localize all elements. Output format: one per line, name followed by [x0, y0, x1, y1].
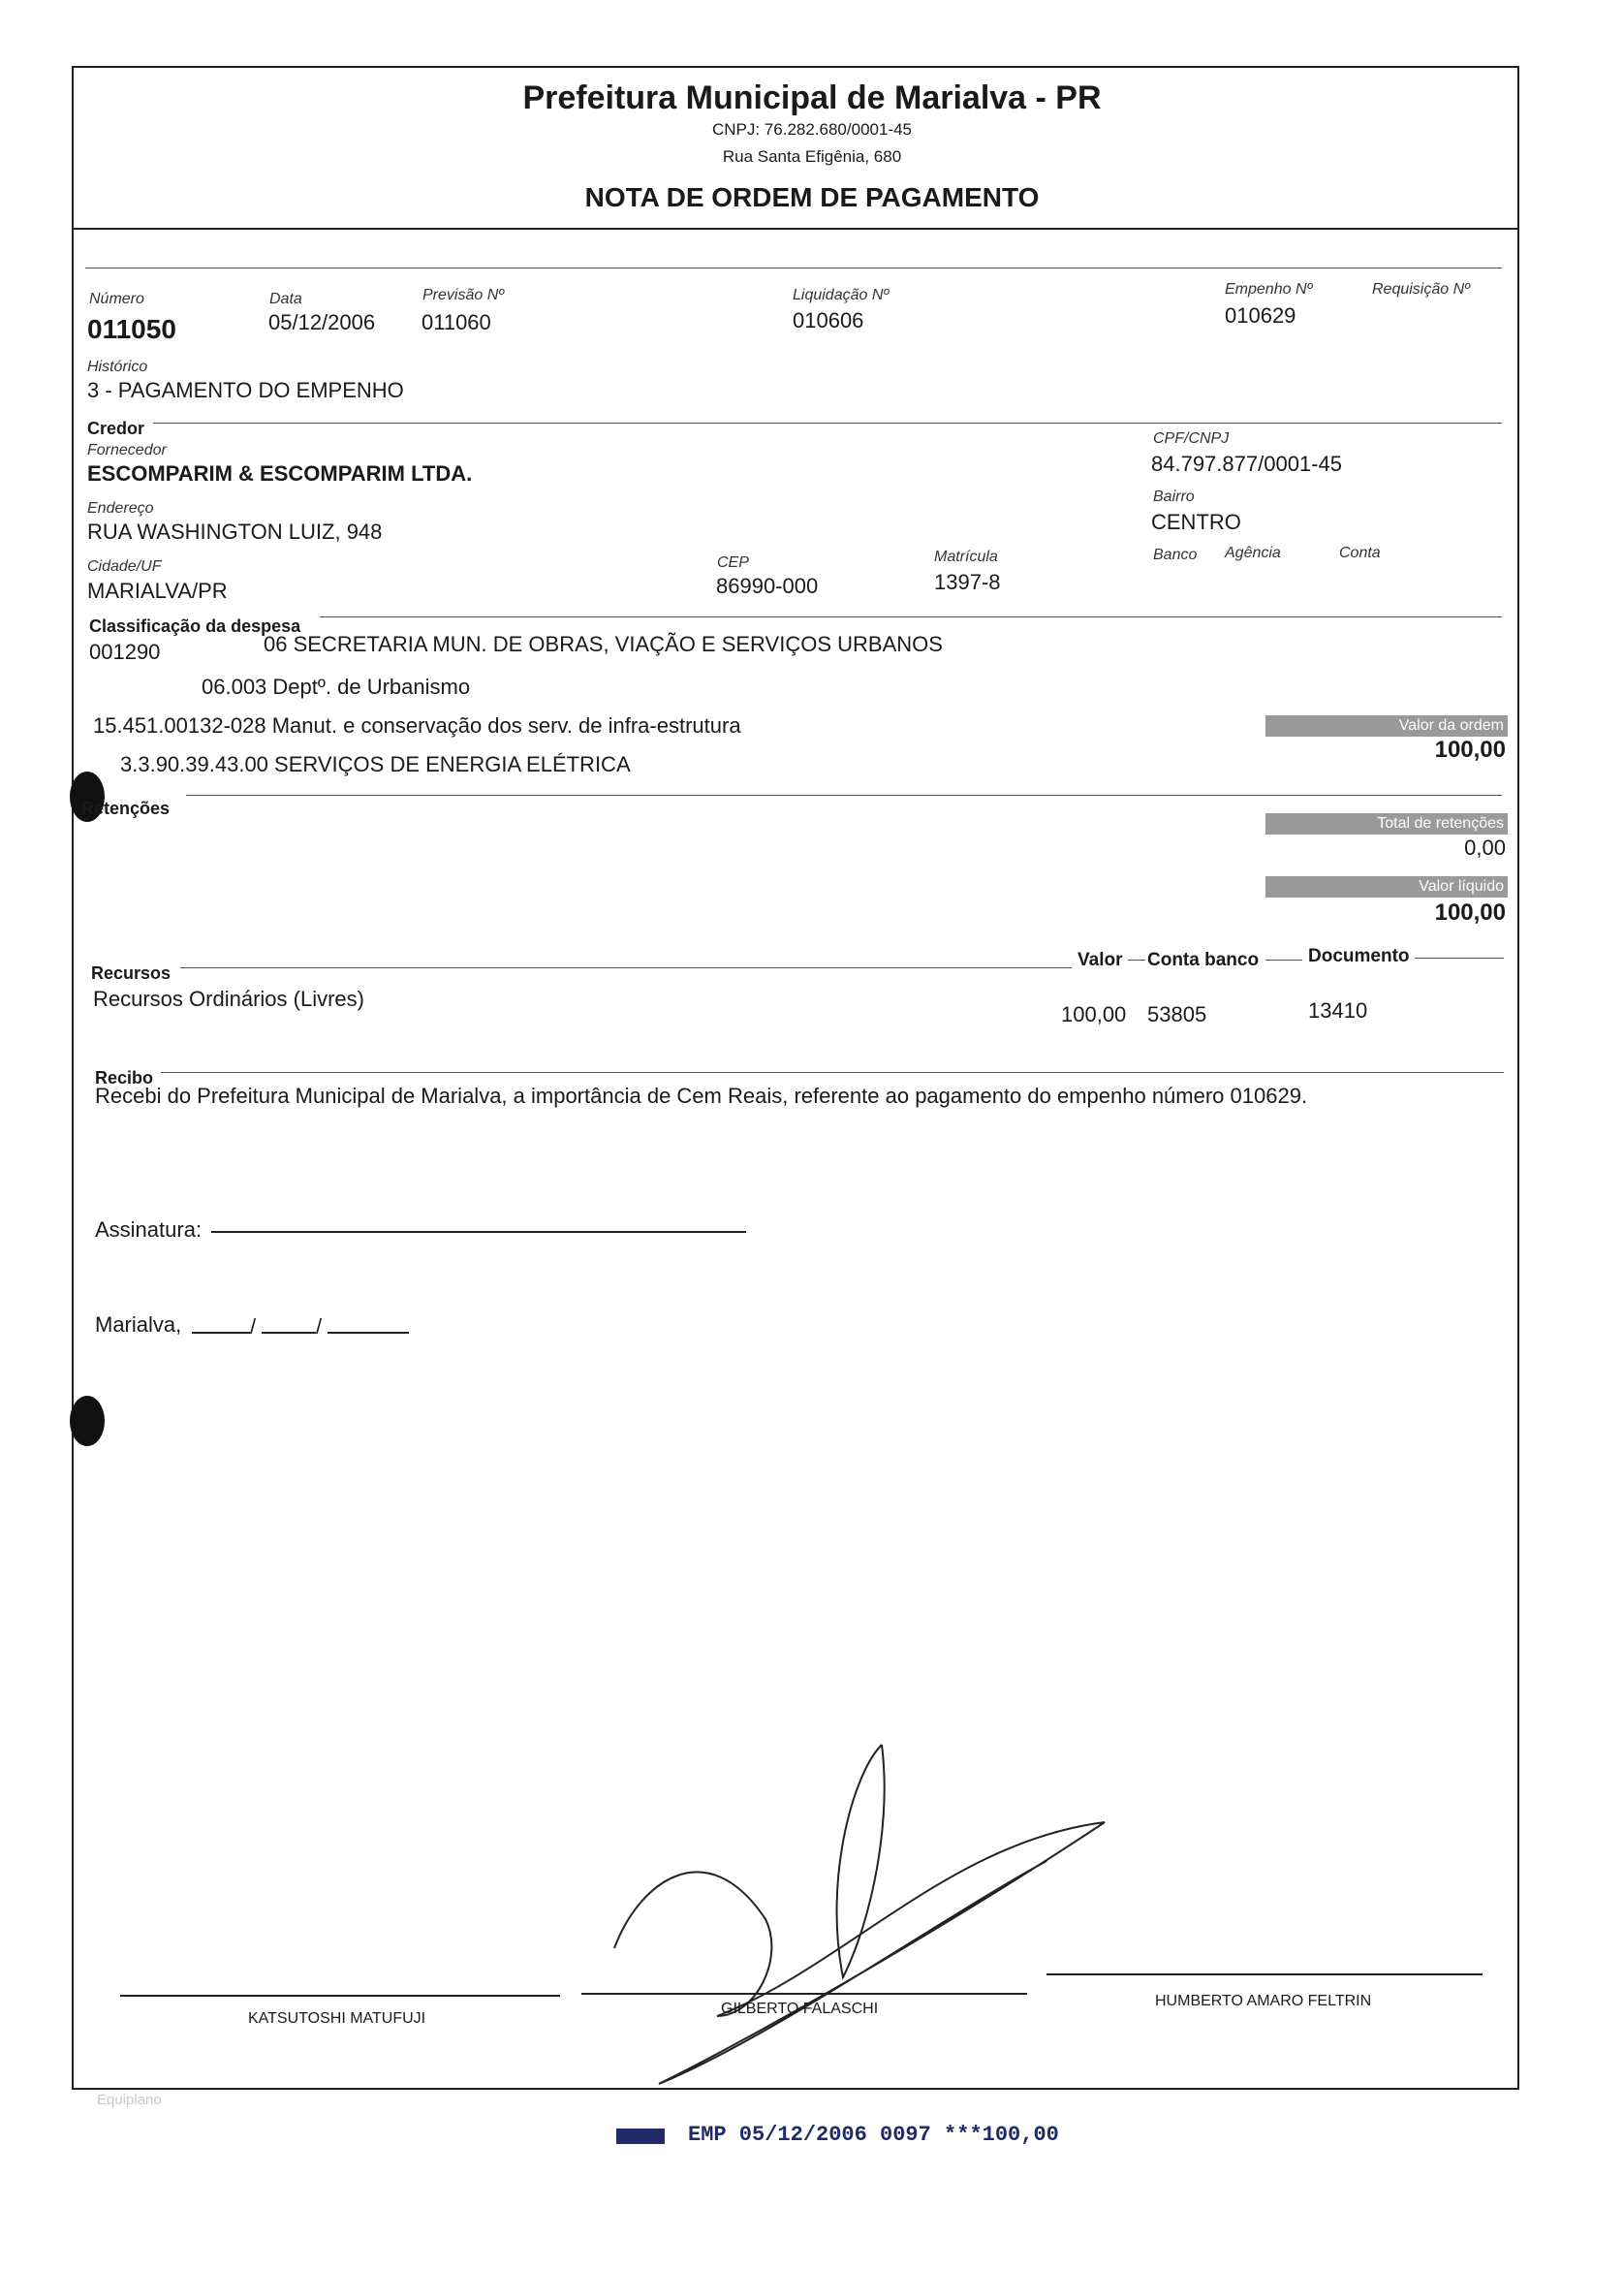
recursos-conta-label: Conta banco: [1147, 950, 1260, 970]
recursos-label-sep-2: [1265, 960, 1302, 961]
credor-divider: [153, 423, 1502, 424]
recursos-divider: [180, 967, 1072, 968]
numero-label: Número: [89, 291, 144, 307]
total-retencoes-label: Total de retenções: [1265, 813, 1508, 835]
recibo-section: Recibo: [95, 1068, 154, 1088]
hole-punch-mark-2: [70, 1396, 105, 1446]
recursos-valor-label: Valor: [1077, 950, 1123, 970]
recursos-section: Recursos: [91, 963, 172, 983]
fornecedor-value: ESCOMPARIM & ESCOMPARIM LTDA.: [87, 461, 473, 486]
signature-line-2: [581, 1993, 1027, 1995]
previsao-label: Previsão Nº: [422, 287, 505, 303]
banco-label: Banco: [1153, 547, 1198, 563]
data-value: 05/12/2006: [268, 310, 376, 334]
recibo-divider: [161, 1072, 1504, 1073]
data-label: Data: [269, 291, 302, 307]
endereco-label: Endereço: [87, 500, 154, 517]
matricula-value: 1397-8: [934, 570, 1001, 594]
requisicao-label: Requisição Nº: [1372, 281, 1470, 298]
total-retencoes-value: 0,00: [1464, 836, 1506, 860]
previsao-value: 011060: [422, 310, 491, 334]
agencia-label: Agência: [1225, 545, 1281, 561]
local-label: Marialva,: [95, 1312, 182, 1337]
empenho-value: 010629: [1225, 303, 1296, 328]
bairro-label: Bairro: [1153, 489, 1195, 505]
cep-value: 86990-000: [716, 574, 819, 598]
recursos-label-sep-3: [1415, 958, 1504, 959]
bairro-value: CENTRO: [1151, 510, 1241, 534]
classificacao-line3: 15.451.00132-028 Manut. e conservação dos serv. de infra-estrutura: [93, 713, 741, 738]
matricula-label: Matrícula: [934, 549, 998, 565]
classificacao-divider: [320, 616, 1502, 617]
classificacao-line2: 06.003 Deptº. de Urbanismo: [202, 675, 471, 699]
classificacao-section: Classificação da despesa: [89, 616, 301, 636]
classificacao-line1: 06 SECRETARIA MUN. DE OBRAS, VIAÇÃO E SERVIÇOS URBANOS: [264, 632, 943, 656]
retencoes-divider: [186, 795, 1502, 796]
classificacao-code: 001290: [89, 640, 161, 664]
recursos-valor: 100,00: [1061, 1002, 1127, 1026]
valor-liquido-value: 100,00: [1434, 899, 1506, 926]
valor-liquido-label: Valor líquido: [1265, 876, 1508, 898]
classificacao-line4: 3.3.90.39.43.00 SERVIÇOS DE ENERGIA ELÉTRICA: [120, 752, 631, 776]
assinatura-label: Assinatura:: [95, 1217, 203, 1242]
signatory-1: KATSUTOSHI MATUFUJI: [248, 2010, 426, 2027]
historico-label: Histórico: [87, 359, 148, 375]
cidade-label: Cidade/UF: [87, 558, 162, 575]
signature-line-3: [1046, 1973, 1483, 1975]
date-blank: / /: [192, 1309, 409, 1334]
cpf-value: 84.797.877/0001-45: [1151, 452, 1342, 476]
valor-ordem-label: Valor da ordem: [1265, 715, 1508, 737]
valor-ordem-value: 100,00: [1434, 737, 1506, 763]
historico-value: 3 - PAGAMENTO DO EMPENHO: [87, 378, 404, 402]
recursos-label-sep: [1128, 960, 1145, 961]
empenho-label: Empenho Nº: [1225, 281, 1313, 298]
org-title: Prefeitura Municipal de Marialva - PR: [522, 79, 1102, 116]
retencoes-section: Retenções: [81, 799, 171, 818]
org-cnpj: CNPJ: 76.282.680/0001-45: [711, 120, 913, 139]
handwritten-signature: [601, 1725, 1143, 2094]
recursos-documento-label: Documento: [1308, 946, 1410, 966]
liquidacao-value: 010606: [793, 308, 864, 332]
print-stamp: EMP 05/12/2006 0097 ***100,00: [688, 2123, 1059, 2147]
signature-line-1: [120, 1995, 560, 1997]
conta-label: Conta: [1339, 545, 1381, 561]
stamp-logo: [616, 2129, 665, 2144]
recursos-conta: 53805: [1147, 1002, 1207, 1026]
cep-label: CEP: [717, 554, 749, 571]
assinatura-line: [211, 1212, 746, 1233]
liquidacao-label: Liquidação Nº: [793, 287, 890, 303]
document-title: NOTA DE ORDEM DE PAGAMENTO: [584, 182, 1040, 212]
signatory-2: GILBERTO FALASCHI: [721, 2001, 879, 2017]
endereco-value: RUA WASHINGTON LUIZ, 948: [87, 520, 383, 544]
header-divider: [74, 228, 1517, 230]
cpf-label: CPF/CNPJ: [1153, 430, 1230, 447]
cidade-value: MARIALVA/PR: [87, 579, 228, 603]
recursos-descricao: Recursos Ordinários (Livres): [93, 987, 364, 1011]
watermark: Equiplano: [97, 2092, 162, 2108]
credor-section: Credor: [87, 419, 145, 438]
recursos-documento: 13410: [1308, 998, 1368, 1023]
recibo-text: Recebi do Prefeitura Municipal de Marialva, a importância de Cem Reais, referente ao pagamento do empenho número 010629.: [95, 1084, 1308, 1108]
numero-value: 011050: [87, 314, 176, 344]
org-address: Rua Santa Efigênia, 680: [722, 147, 902, 166]
signatory-3: HUMBERTO AMARO FELTRIN: [1155, 1993, 1372, 2009]
fornecedor-label: Fornecedor: [87, 442, 167, 458]
